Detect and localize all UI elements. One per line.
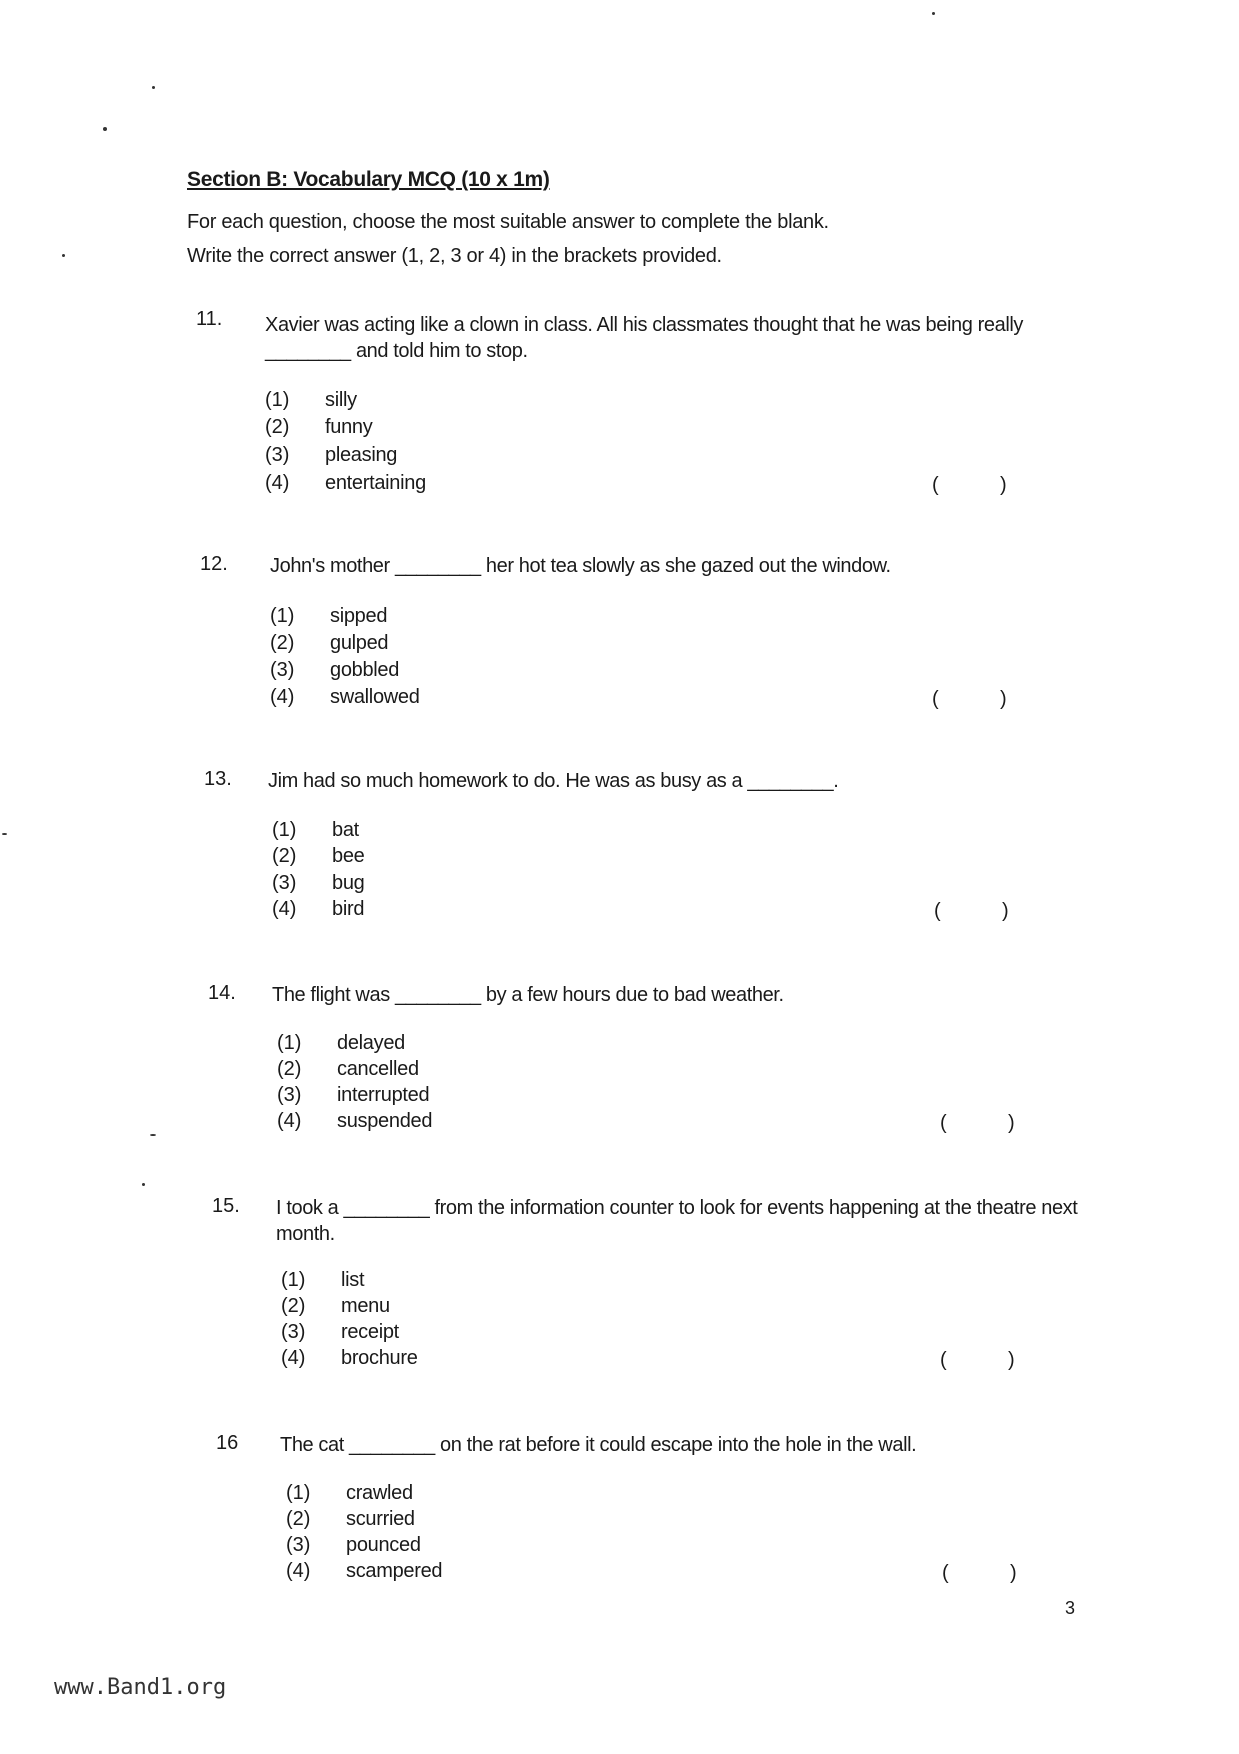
bracket-open: ( <box>940 1112 947 1134</box>
section-title: Section B: Vocabulary MCQ (10 x 1m) <box>187 168 550 191</box>
option-number: (1) <box>270 605 295 627</box>
option-text: receipt <box>341 1321 399 1343</box>
option-text: bat <box>332 819 359 841</box>
scan-speck <box>932 12 935 15</box>
option-text: bug <box>332 872 365 894</box>
option-number: (1) <box>281 1269 306 1291</box>
instruction-line-1: For each question, choose the most suitable answer to complete the blank. <box>187 211 829 233</box>
option-text: pleasing <box>325 444 398 466</box>
option-text: scurried <box>346 1508 415 1530</box>
bracket-close: ) <box>1000 688 1007 710</box>
option-text: swallowed <box>330 686 420 708</box>
bracket-open: ( <box>932 474 939 496</box>
question-text: The cat ________ on the rat before it could escape into the hole in the wall. <box>280 1434 917 1456</box>
option-text: bird <box>332 898 365 920</box>
question-number: 14. <box>208 982 236 1004</box>
question-number: 16 <box>216 1432 239 1454</box>
bracket-close: ) <box>1000 474 1007 496</box>
bracket-close: ) <box>1008 1112 1015 1134</box>
bracket-close: ) <box>1008 1349 1015 1371</box>
scan-speck <box>103 127 107 131</box>
option-number: (1) <box>286 1482 311 1504</box>
option-number: (1) <box>272 819 297 841</box>
option-text: delayed <box>337 1032 405 1054</box>
option-text: crawled <box>346 1482 413 1504</box>
option-number: (2) <box>265 416 290 438</box>
question-number: 13. <box>204 768 232 790</box>
bracket-close: ) <box>1010 1562 1017 1584</box>
scan-speck <box>150 1134 156 1136</box>
option-text: menu <box>341 1295 390 1317</box>
option-text: list <box>341 1269 365 1291</box>
option-text: cancelled <box>337 1058 419 1080</box>
option-number: (2) <box>272 845 297 867</box>
bracket-close: ) <box>1002 900 1009 922</box>
question-text: The flight was ________ by a few hours due to bad weather. <box>272 984 784 1006</box>
option-number: (1) <box>277 1032 302 1054</box>
option-number: (4) <box>281 1347 306 1369</box>
option-number: (4) <box>277 1110 302 1132</box>
scan-speck <box>2 833 7 835</box>
option-number: (4) <box>286 1560 311 1582</box>
option-number: (2) <box>281 1295 306 1317</box>
option-number: (2) <box>286 1508 311 1530</box>
option-number: (3) <box>281 1321 306 1343</box>
footer-url[interactable]: www.Band1.org <box>54 1675 227 1700</box>
option-number: (2) <box>277 1058 302 1080</box>
option-text: scampered <box>346 1560 443 1582</box>
question-number: 11. <box>196 308 223 330</box>
option-text: gobbled <box>330 659 400 681</box>
scan-speck <box>62 254 65 257</box>
option-text: silly <box>325 389 357 411</box>
bracket-open: ( <box>940 1349 947 1371</box>
option-number: (3) <box>265 444 290 466</box>
option-number: (1) <box>265 389 290 411</box>
question-text: Xavier was acting like a clown in class. All his classmates thought that he was being really ________ and told him to stop. <box>265 314 1024 362</box>
option-text: gulped <box>330 632 389 654</box>
bracket-open: ( <box>942 1562 949 1584</box>
option-text: interrupted <box>337 1084 430 1106</box>
question-text: Jim had so much homework to do. He was as busy as a ________. <box>268 770 839 792</box>
option-number: (4) <box>272 898 297 920</box>
bracket-open: ( <box>934 900 941 922</box>
scan-speck <box>142 1183 145 1186</box>
scan-speck <box>152 86 155 89</box>
option-number: (2) <box>270 632 295 654</box>
bracket-open: ( <box>932 688 939 710</box>
option-number: (3) <box>272 872 297 894</box>
question-text: I took a ________ from the information counter to look for events happening at the theatre next month. <box>276 1197 1078 1245</box>
option-text: bee <box>332 845 365 867</box>
option-number: (4) <box>270 686 295 708</box>
page-number: 3 <box>1065 1598 1076 1618</box>
instruction-line-2: Write the correct answer (1, 2, 3 or 4) in the brackets provided. <box>187 245 722 267</box>
question-text: John's mother ________ her hot tea slowly as she gazed out the window. <box>270 555 891 577</box>
option-number: (3) <box>277 1084 302 1106</box>
question-number: 15. <box>212 1195 240 1217</box>
option-text: sipped <box>330 605 388 627</box>
option-text: entertaining <box>325 472 426 494</box>
question-number: 12. <box>200 553 228 575</box>
option-number: (4) <box>265 472 290 494</box>
option-number: (3) <box>270 659 295 681</box>
option-text: suspended <box>337 1110 433 1132</box>
option-text: brochure <box>341 1347 418 1369</box>
option-text: funny <box>325 416 373 438</box>
option-text: pounced <box>346 1534 421 1556</box>
option-number: (3) <box>286 1534 311 1556</box>
